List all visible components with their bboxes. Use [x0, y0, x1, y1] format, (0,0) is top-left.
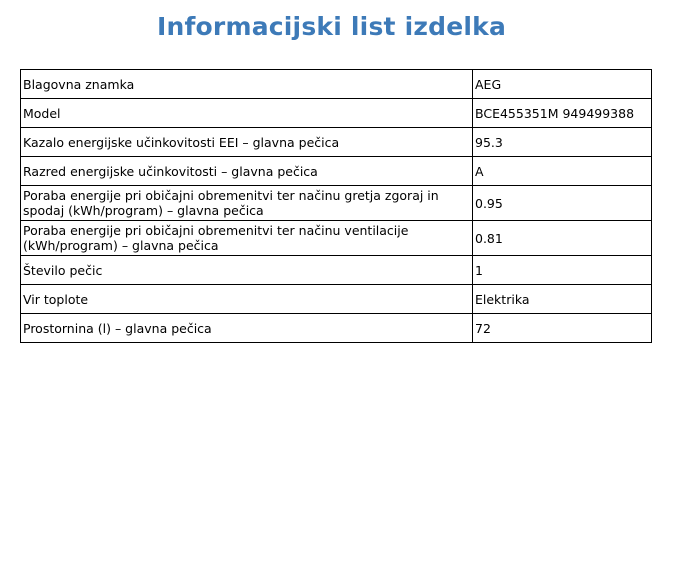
row-label: Kazalo energijske učinkovitosti EEI – glavna pečica — [21, 128, 473, 157]
row-value: 1 — [473, 256, 652, 285]
row-value: A — [473, 157, 652, 186]
table-row — [21, 99, 652, 128]
table-row — [21, 221, 652, 256]
row-value: Elektrika — [473, 285, 652, 314]
row-value: 0.81 — [473, 221, 652, 256]
row-label: Razred energijske učinkovitosti – glavna pečica — [21, 157, 473, 186]
row-label: Blagovna znamka — [21, 70, 473, 99]
row-value: 95.3 — [473, 128, 652, 157]
product-info-table-body — [21, 70, 652, 343]
table-row — [21, 256, 652, 285]
page-title: Informacijski list izdelka — [156, 12, 507, 41]
row-value: 72 — [473, 314, 652, 343]
table-row — [21, 128, 652, 157]
row-value: BCE455351M 949499388 — [473, 99, 652, 128]
row-value: AEG — [473, 70, 652, 99]
row-label: Poraba energije pri običajni obremenitvi ter načinu ventilacije (kWh/program) – glavna pečica — [21, 221, 473, 256]
row-label: Vir toplote — [21, 285, 473, 314]
row-label: Število pečic — [21, 256, 473, 285]
product-info-table — [20, 69, 652, 343]
table-row — [21, 70, 652, 99]
row-label: Model — [21, 99, 473, 128]
table-row — [21, 186, 652, 221]
row-label: Prostornina (l) – glavna pečica — [21, 314, 473, 343]
table-row — [21, 157, 652, 186]
row-label: Poraba energije pri običajni obremenitvi ter načinu gretja zgoraj in spodaj (kWh/program) – glavna pečica — [21, 186, 473, 221]
table-row — [21, 314, 652, 343]
row-value: 0.95 — [473, 186, 652, 221]
table-row — [21, 285, 652, 314]
